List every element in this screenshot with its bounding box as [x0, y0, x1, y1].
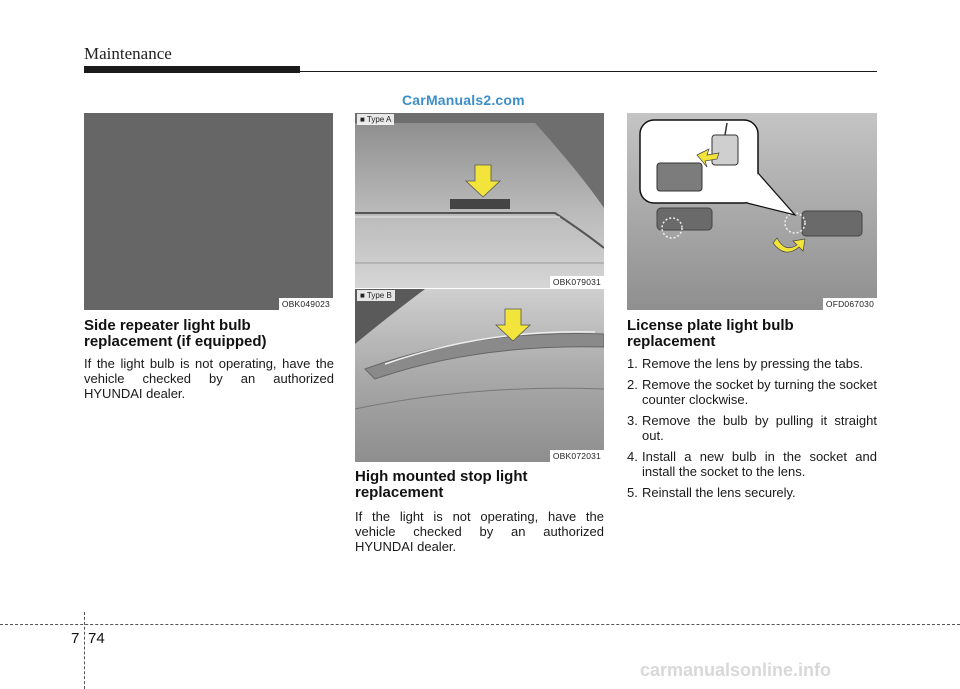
stop-light-image-type-a: [355, 113, 604, 288]
license-plate-illustration: [627, 113, 877, 310]
step-item: 5. Reinstall the lens securely.: [627, 485, 796, 500]
step-item: 2. Remove the socket by turning the socket counter clockwise.: [627, 377, 877, 407]
stop-light-body: If the light is not operating, have the vehicle checked by an authorized HYUNDAI dealer.: [355, 509, 604, 554]
watermark: CarManuals2.com: [402, 92, 525, 108]
footer-vertical-rule: [84, 612, 85, 689]
chapter-number: 7: [71, 630, 80, 647]
rear-window-illustration-a: [355, 113, 604, 288]
step-item: 4. Install a new bulb in the socket and install the socket to the lens.: [627, 449, 877, 479]
header-title: Maintenance: [84, 44, 172, 63]
stop-light-image-type-b: [355, 289, 604, 462]
header-rule-thin: [300, 71, 877, 72]
side-repeater-body: If the light bulb is not operating, have the vehicle checked by an authorized HYUNDAI dealer.: [84, 356, 334, 401]
type-b-label: ■ Type B: [357, 290, 395, 301]
license-plate-heading: License plate light bulb replacement: [627, 317, 794, 350]
footer-dashed-rule: [0, 624, 960, 625]
stop-light-heading: High mounted stop light replacement: [355, 468, 528, 501]
footer-watermark: carmanualsonline.info: [640, 660, 832, 680]
image-code: OFD067030: [823, 298, 877, 310]
image-code: OBK079031: [550, 276, 604, 288]
side-repeater-heading: Side repeater light bulb replacement (if equipped): [84, 317, 267, 350]
step-item: 3. Remove the bulb by pulling it straight out.: [627, 413, 877, 443]
image-code: OBK049023: [279, 298, 333, 310]
type-a-label: ■ Type A: [357, 114, 394, 125]
rear-spoiler-illustration-b: [355, 289, 604, 462]
license-plate-steps: [627, 356, 877, 506]
image-code: OBK072031: [550, 450, 604, 462]
step-item: 1. Remove the lens by pressing the tabs.: [627, 356, 864, 371]
header-rule-thick: [84, 66, 300, 73]
side-repeater-image: [84, 113, 333, 310]
page-number: 74: [88, 630, 105, 647]
license-plate-image: [627, 113, 877, 310]
